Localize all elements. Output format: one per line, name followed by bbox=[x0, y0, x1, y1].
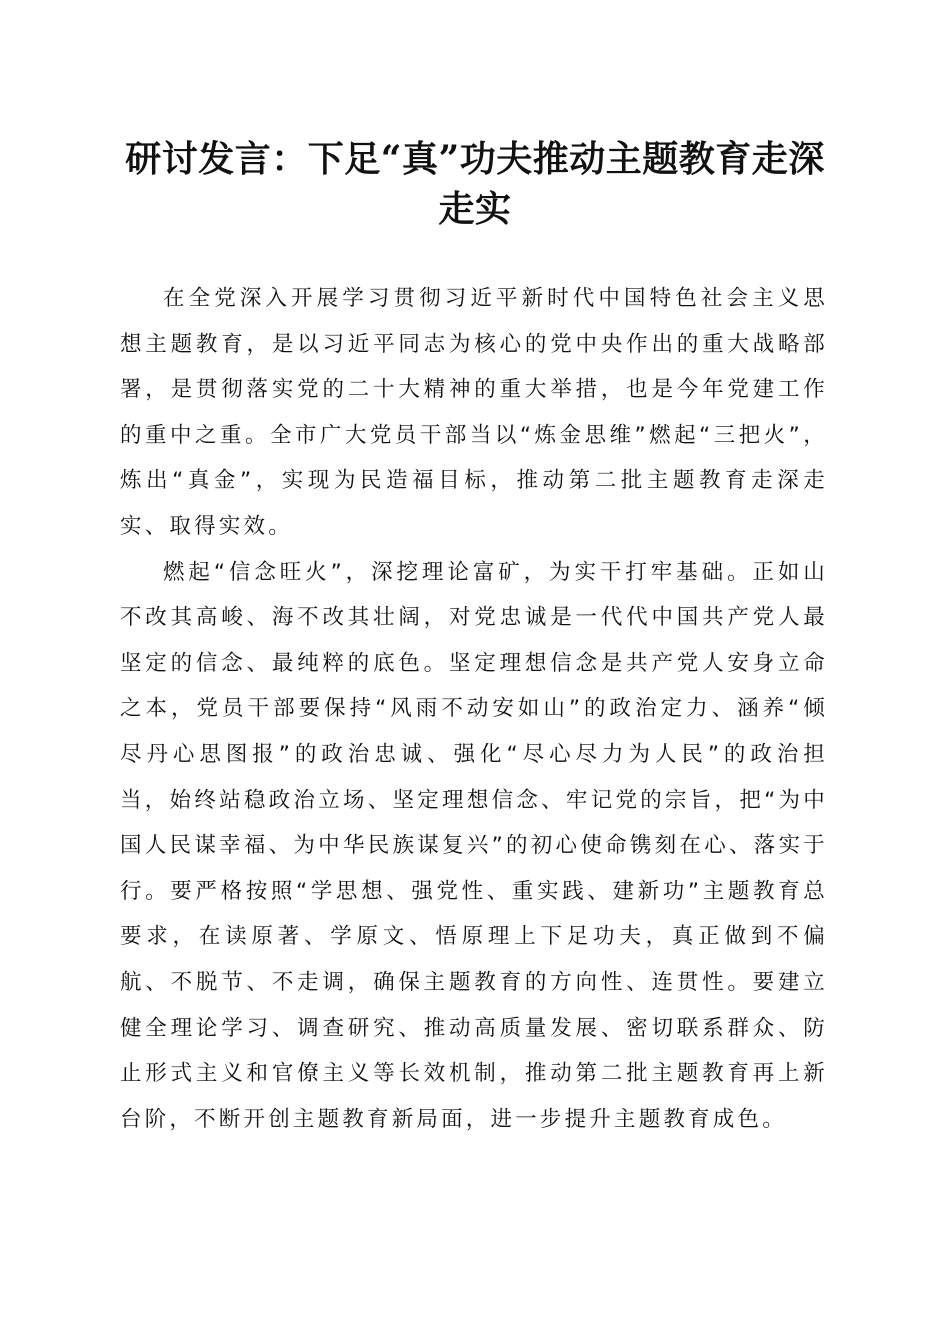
document-body bbox=[120, 276, 828, 1142]
paragraph-intro: 在全党深入开展学习贯彻习近平新时代中国特色社会主义思想主题教育，是以习近平同志为核心的党中央作出的重大战略部署，是贯彻落实党的二十大精神的重大举措，也是今年党建工作的重中之重。全市广大党员干部当以“炼金思维”燃起“三把火”，炼出“真金”，实现为民造福目标，推动第二批主题教育走深走实、取得实效。 bbox=[120, 286, 828, 539]
document-title: 研讨发言：下足“真”功夫推动主题教育走深走实 bbox=[125, 138, 825, 230]
paragraph-faith-fire: 燃起“信念旺火”，深挖理论富矿，为实干打牢基础。正如山不改其高峻、海不改其壮阔，对党忠诚是一代代中国共产党人最坚定的信念、最纯粹的底色。坚定理想信念是共产党人安身立命之本，党员干部要保持“风雨不动安如山”的政治定力、涵养“倾尽丹心思图报”的政治忠诚、强化“尽心尽力为人民”的政治担当，始终站稳政治立场、坚定理想信念、牢记党的宗旨，把“为中国人民谋幸福、为中华民族谋复兴”的初心使命镌刻在心、落实于行。要严格按照“学思想、强党性、重实践、建新功”主题教育总要求，在读原著、学原文、悟原理上下足功夫，真正做到不偏航、不脱节、不走调，确保主题教育的方向性、连贯性。要建立健全理论学习、调查研究、推动高质量发展、密切联系群众、防止形式主义和官僚主义等长效机制，推动第二批主题教育再上新台阶，不断开创主题教育新局面，进一步提升主题教育成色。 bbox=[120, 559, 828, 1132]
